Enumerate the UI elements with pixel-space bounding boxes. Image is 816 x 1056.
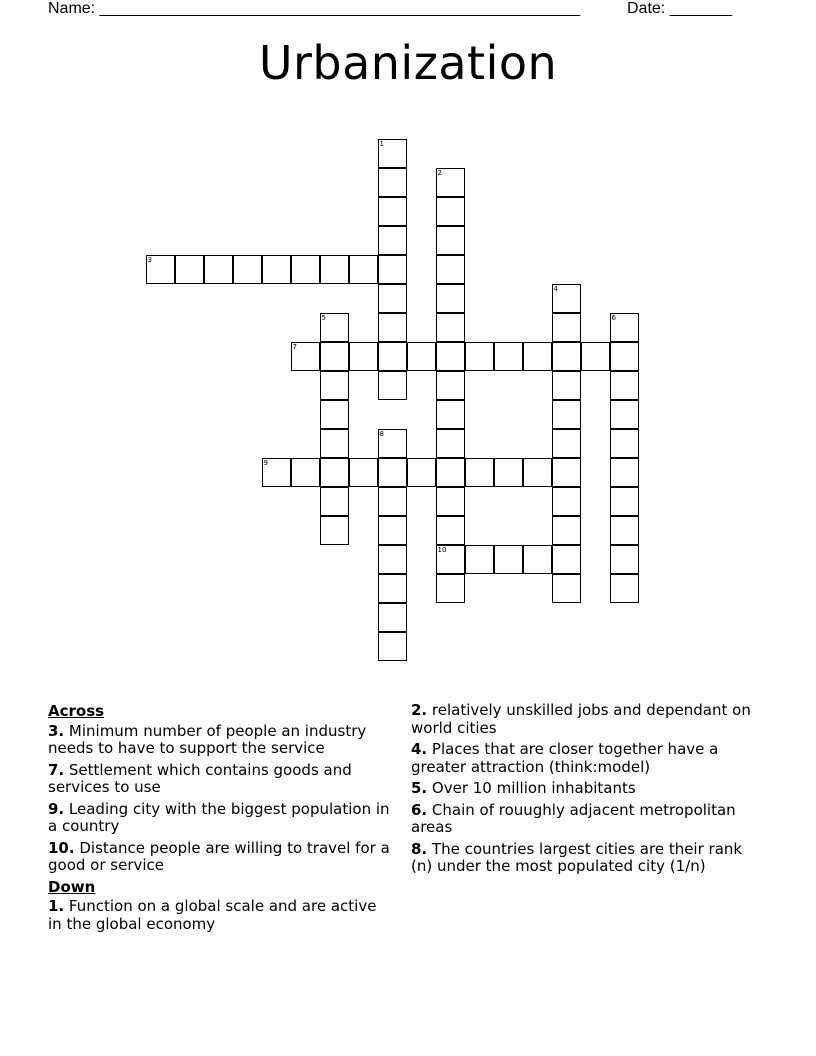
clue-item: [411, 702, 761, 737]
grid-cell[interactable]: [610, 574, 639, 603]
clue-item-number: 6.: [411, 800, 428, 819]
clue-item-text: Minimum number of people an industry needs to have to support the service: [48, 721, 367, 757]
grid-cell[interactable]: [436, 168, 465, 197]
clue-item: [48, 898, 393, 933]
clues-right-column: [411, 702, 761, 880]
grid-cell[interactable]: [320, 516, 349, 545]
clue-item: [411, 841, 761, 876]
grid-cell[interactable]: [552, 429, 581, 458]
clue-item-number: 4.: [411, 740, 428, 758]
grid-cell[interactable]: [378, 574, 407, 603]
grid-cell[interactable]: [233, 255, 262, 284]
date-field-label: Date: _______: [627, 0, 732, 17]
grid-cell[interactable]: [204, 255, 233, 284]
grid-cell[interactable]: [552, 342, 581, 371]
clue-number: 1: [379, 139, 384, 148]
grid-cell[interactable]: [378, 458, 407, 487]
clue-item: [48, 801, 393, 836]
grid-cell[interactable]: [465, 458, 494, 487]
clue-item: [411, 741, 761, 776]
grid-cell[interactable]: [320, 487, 349, 516]
grid-cell[interactable]: [552, 313, 581, 342]
grid-cell[interactable]: [291, 255, 320, 284]
grid-cell[interactable]: [610, 458, 639, 487]
grid-cell[interactable]: [436, 545, 465, 574]
grid-cell[interactable]: [291, 342, 320, 371]
clue-number: 9: [263, 458, 268, 467]
clue-item-text: Function on a global scale and are active in the global economy: [48, 897, 377, 933]
grid-cell[interactable]: [610, 429, 639, 458]
grid-cell[interactable]: [349, 342, 378, 371]
clue-number: 8: [379, 429, 384, 438]
grid-cell[interactable]: [378, 342, 407, 371]
grid-cell[interactable]: [378, 284, 407, 313]
grid-cell[interactable]: [552, 574, 581, 603]
grid-cell[interactable]: [552, 487, 581, 516]
grid-cell[interactable]: [552, 458, 581, 487]
grid-cell[interactable]: [378, 603, 407, 632]
grid-cell[interactable]: [320, 313, 349, 342]
grid-cell[interactable]: [378, 313, 407, 342]
clue-item-number: 2.: [411, 701, 428, 719]
grid-cell[interactable]: [494, 458, 523, 487]
clue-number: 4: [553, 284, 558, 293]
clue-item-number: 10.: [48, 838, 75, 857]
grid-cell[interactable]: [378, 487, 407, 516]
grid-cell[interactable]: [610, 313, 639, 342]
grid-cell[interactable]: [436, 429, 465, 458]
grid-cell[interactable]: [407, 458, 436, 487]
grid-cell[interactable]: [349, 458, 378, 487]
grid-cell[interactable]: [320, 458, 349, 487]
clue-item-number: 8.: [411, 839, 428, 858]
clue-item-text: Chain of rouughly adjacent metropolitan areas: [411, 800, 736, 836]
grid-cell[interactable]: [436, 342, 465, 371]
clue-item-text: Distance people are willing to travel for a good or service: [48, 838, 390, 874]
grid-cell[interactable]: [291, 458, 320, 487]
grid-cell[interactable]: [436, 255, 465, 284]
grid-cell[interactable]: [610, 400, 639, 429]
grid-cell[interactable]: [610, 487, 639, 516]
clue-item-number: 3.: [48, 721, 65, 740]
clue-number: 10: [437, 545, 447, 554]
grid-cell[interactable]: [378, 139, 407, 168]
grid-cell[interactable]: [436, 284, 465, 313]
grid-cell[interactable]: [552, 545, 581, 574]
grid-cell[interactable]: [523, 458, 552, 487]
grid-cell[interactable]: [581, 342, 610, 371]
clue-item: [48, 762, 393, 797]
grid-cell[interactable]: [378, 429, 407, 458]
grid-cell[interactable]: [610, 371, 639, 400]
clue-number: 5: [321, 313, 326, 322]
grid-cell[interactable]: [552, 284, 581, 313]
grid-cell[interactable]: [523, 342, 552, 371]
puzzle-title: Urbanization: [258, 36, 558, 90]
grid-cell[interactable]: [146, 255, 175, 284]
grid-cell[interactable]: [320, 371, 349, 400]
grid-cell[interactable]: [378, 197, 407, 226]
grid-cell[interactable]: [378, 168, 407, 197]
down-clue-list-right: [411, 702, 761, 876]
grid-cell[interactable]: [552, 516, 581, 545]
across-clue-list: [48, 723, 393, 875]
down-heading: Down: [48, 877, 96, 896]
clue-item-text: relatively unskilled jobs and dependant on world cities: [411, 701, 751, 737]
grid-cell[interactable]: [320, 342, 349, 371]
clue-item-text: Places that are closer together have a greater attraction (think:model): [411, 740, 719, 776]
grid-cell[interactable]: [494, 545, 523, 574]
clue-number: 7: [292, 342, 297, 351]
grid-cell[interactable]: [436, 487, 465, 516]
down-clue-list-left: [48, 898, 393, 933]
clues-left-column: [48, 702, 393, 937]
clue-item: [48, 723, 393, 758]
grid-cell[interactable]: [436, 516, 465, 545]
grid-cell[interactable]: [436, 197, 465, 226]
grid-cell[interactable]: [436, 400, 465, 429]
grid-cell[interactable]: [465, 545, 494, 574]
clue-number: 6: [611, 313, 616, 322]
grid-cell[interactable]: [349, 255, 378, 284]
grid-cell[interactable]: [320, 429, 349, 458]
clue-item-text: Leading city with the biggest population in a country: [48, 799, 390, 835]
across-heading: Across: [48, 702, 105, 720]
clue-item-text: The countries largest cities are their rank (n) under the most populated city (1/n): [411, 839, 743, 875]
grid-cell[interactable]: [378, 545, 407, 574]
grid-cell[interactable]: [436, 313, 465, 342]
grid-cell[interactable]: [378, 516, 407, 545]
grid-cell[interactable]: [320, 400, 349, 429]
clue-item-number: 1.: [48, 897, 65, 915]
grid-cell[interactable]: [494, 342, 523, 371]
grid-cell[interactable]: [552, 371, 581, 400]
clue-item-number: 5.: [411, 779, 428, 797]
grid-cell[interactable]: [610, 516, 639, 545]
clue-number: 2: [437, 168, 442, 177]
name-field-label: Name: ______________________________________________________: [48, 0, 581, 17]
grid-cell[interactable]: [465, 342, 494, 371]
grid-cell[interactable]: [320, 255, 349, 284]
grid-cell[interactable]: [610, 342, 639, 371]
grid-cell[interactable]: [378, 226, 407, 255]
clue-item: [411, 780, 761, 798]
grid-cell[interactable]: [436, 574, 465, 603]
clue-item: [411, 802, 761, 837]
clue-item-text: Over 10 million inhabitants: [427, 779, 636, 797]
grid-cell[interactable]: [436, 371, 465, 400]
grid-cell[interactable]: [378, 255, 407, 284]
grid-cell[interactable]: [262, 458, 291, 487]
clue-item: [48, 840, 393, 875]
clue-number: 3: [147, 255, 152, 264]
grid-cell[interactable]: [523, 545, 552, 574]
grid-cell[interactable]: [436, 226, 465, 255]
grid-cell[interactable]: [407, 342, 436, 371]
grid-cell[interactable]: [378, 632, 407, 661]
clue-item-text: Settlement which contains goods and services to use: [48, 760, 352, 796]
clue-item-number: 7.: [48, 760, 65, 779]
clue-item-number: 9.: [48, 799, 65, 818]
grid-cell[interactable]: [610, 545, 639, 574]
grid-cell[interactable]: [262, 255, 291, 284]
grid-cell[interactable]: [552, 400, 581, 429]
grid-cell[interactable]: [436, 458, 465, 487]
grid-cell[interactable]: [378, 371, 407, 400]
grid-cell[interactable]: [175, 255, 204, 284]
